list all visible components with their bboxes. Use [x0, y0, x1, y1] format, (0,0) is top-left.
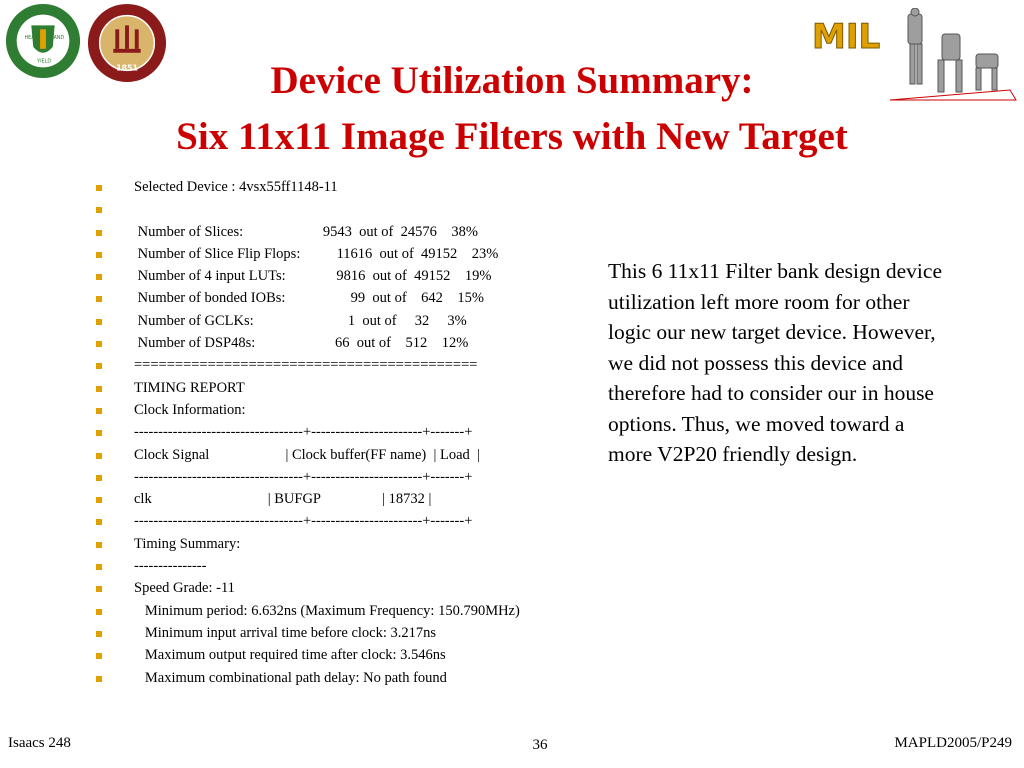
bullet-icon [96, 274, 102, 280]
bullet-icon [96, 564, 102, 570]
list-item: Number of GCLKs: 1 out of 32 3% [96, 310, 616, 332]
list-item: Clock Information: [96, 399, 616, 421]
bullet-icon [96, 386, 102, 392]
bullet-icon [96, 230, 102, 236]
list-item: Speed Grade: -11 [96, 577, 616, 599]
list-item: -----------------------------------+-----------------------+-------+ [96, 421, 616, 443]
bullet-icon [96, 542, 102, 548]
svg-text:HEAD: HEAD [24, 35, 39, 42]
svg-text:YIELD: YIELD [37, 58, 52, 65]
bullet-icon [96, 653, 102, 659]
list-item: -----------------------------------+-----------------------+-------+ [96, 466, 616, 488]
slide-title-line2: Six 11x11 Image Filters with New Target [176, 115, 848, 158]
svg-text:1851: 1851 [116, 63, 138, 73]
bullet-icon [96, 453, 102, 459]
list-item: Minimum input arrival time before clock: 3.217ns [96, 622, 616, 644]
list-item: Selected Device : 4vsx55ff1148-11 [96, 176, 616, 198]
bullet-icon [96, 185, 102, 191]
list-item: Maximum output required time after clock: 3.546ns [96, 644, 616, 666]
bullet-icon [96, 609, 102, 615]
bullet-icon [96, 586, 102, 592]
side-paragraph: This 6 11x11 Filter bank design device utilization left more room for other logic our new target device. However, we did not possess this device and therefore had to consider our in house options. Thus, we moved toward a more V2P20 friendly design. [608, 259, 942, 466]
report-bullet-list [96, 176, 616, 689]
bullet-icon [96, 252, 102, 258]
bullet-icon [96, 408, 102, 414]
list-item: --------------- [96, 555, 616, 577]
list-item: Minimum period: 6.632ns (Maximum Frequency: 150.790MHz) [96, 600, 616, 622]
list-item: Number of 4 input LUTs: 9816 out of 49152 19% [96, 265, 616, 287]
list-item [96, 198, 616, 220]
list-item: -----------------------------------+-----------------------+-------+ [96, 510, 616, 532]
list-item: Clock Signal | Clock buffer(FF name) | Load | [96, 444, 616, 466]
list-item: Number of Slice Flip Flops: 11616 out of 49152 23% [96, 243, 616, 265]
bullet-icon [96, 497, 102, 503]
list-item: Number of DSP48s: 66 out of 512 12% [96, 332, 616, 354]
list-item: Number of bonded IOBs: 99 out of 642 15% [96, 287, 616, 309]
bullet-icon [96, 207, 102, 213]
list-item: Timing Summary: [96, 533, 616, 555]
list-item: Maximum combinational path delay: No path found [96, 667, 616, 689]
bullet-icon [96, 430, 102, 436]
bullet-icon [96, 631, 102, 637]
bullet-icon [96, 676, 102, 682]
slide-title-line1: Device Utilization Summary: [270, 59, 754, 102]
bullet-icon [96, 475, 102, 481]
list-item: Number of Slices: 9543 out of 24576 38% [96, 221, 616, 243]
bullet-icon [96, 363, 102, 369]
list-item: TIMING REPORT [96, 377, 616, 399]
svg-text:MIL: MIL [812, 17, 881, 57]
bullet-icon [96, 341, 102, 347]
slide-number: 36 [532, 737, 548, 753]
svg-text:HAND: HAND [49, 35, 65, 42]
list-item: ========================================== [96, 354, 616, 376]
bullet-icon [96, 319, 102, 325]
bullet-icon [96, 519, 102, 525]
bullet-icon [96, 296, 102, 302]
list-item: clk | BUFGP | 18732 | [96, 488, 616, 510]
footer-author: Isaacs 248 [8, 735, 71, 751]
footer-conference: MAPLD2005/P249 [894, 735, 1012, 751]
